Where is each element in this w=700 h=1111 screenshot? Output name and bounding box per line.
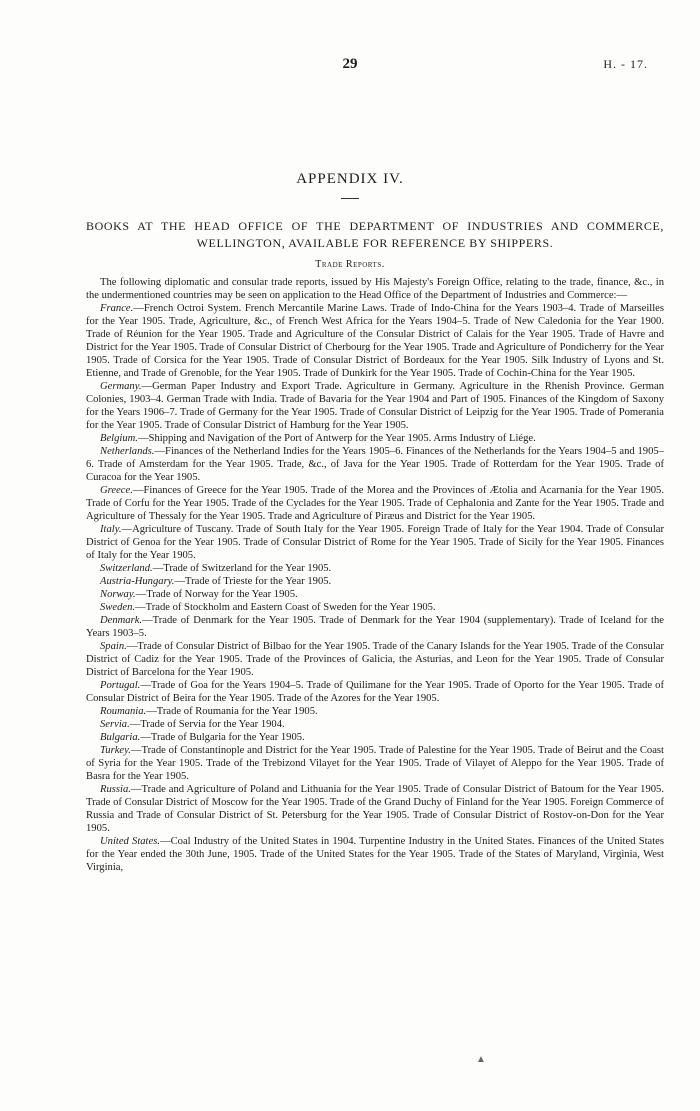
entry-text: —Finances of the Netherland Indies for the Years 1905–6. Finances of the Netherlands for the Years 1904–5 and 1905–6. Trade of Amsterdam for the Year 1905. Trade, &c., of Java for the Year 1905. Trade of Rotterdam for the Year 1905. Trade of Curacoa for the Year 1905. <box>86 446 664 483</box>
country-name: United States. <box>100 836 160 847</box>
country-name: Austria-Hungary. <box>100 576 175 587</box>
intro-paragraph: The following diplomatic and consular trade reports, issued by His Majesty's Foreign Office, relating to the trade, finance, &c., in the undermentioned countries may be seen on application to the Head Office of the Department of Industries and Commerce:— <box>86 277 664 301</box>
entries-list <box>86 302 664 874</box>
country-name: France. <box>100 303 134 314</box>
document-code: H. - 17. <box>603 57 648 71</box>
report-entry <box>86 783 664 835</box>
entry-text: —Trade and Agriculture of Poland and Lithuania for the Year 1905. Trade of Consular District of Batoum for the Year 1905. Trade of Consular District of Moscow for the Year 1905. Trade of the Grand Duchy of Finland for the Year 1905. Foreign Commerce of Russia and Trade of Consular District of St. Petersburg for the Year 1905. Trade of Consular District of Rostov-on-Don for the Year 1905. <box>86 784 664 834</box>
entry-text: —Trade of Roumania for the Year 1905. <box>146 706 318 717</box>
report-entry <box>86 445 664 484</box>
appendix-title: APPENDIX IV. <box>296 171 404 187</box>
entry-text: —Agriculture of Tuscany. Trade of South Italy for the Year 1905. Foreign Trade of Italy for the Year 1904. Trade of Consular District of Genoa for the Year 1905. Trade of Consular District of Rome for the Year 1905. Trade of Sicily for the Year 1905. Finances of Italy for the Year 1905. <box>86 524 664 561</box>
report-entry <box>86 679 664 705</box>
report-entry <box>86 484 664 523</box>
report-entry <box>86 432 664 445</box>
country-name: Sweden. <box>100 602 136 613</box>
entry-text: —Trade of Denmark for the Year 1905. Trade of Denmark for the Year 1904 (supplementary). Trade of Iceland for the Years 1903–5. <box>86 615 664 639</box>
country-name: Bulgaria. <box>100 732 141 743</box>
entry-text: —Coal Industry of the United States in 1904. Turpentine Industry in the United States. Finances of the United States for the Year ended the 30th June, 1905. Trade of the United States for the Year 1905. Trade of the States of Maryland, Virginia, West Virginia, <box>86 836 664 873</box>
country-name: Germany. <box>100 381 142 392</box>
entry-text: —Trade of Trieste for the Year 1905. <box>174 576 332 587</box>
country-name: Portugal. <box>100 680 141 691</box>
report-entry <box>86 380 664 432</box>
country-name: Greece. <box>100 485 133 496</box>
country-name: Belgium. <box>100 433 138 444</box>
report-entry <box>86 562 664 575</box>
report-entry <box>86 835 664 874</box>
report-entry <box>86 731 664 744</box>
report-entry <box>86 575 664 588</box>
country-name: Denmark. <box>100 615 143 626</box>
country-name: Switzerland. <box>100 563 153 574</box>
country-name: Spain. <box>100 641 127 652</box>
report-entry <box>86 302 664 380</box>
country-name: Turkey. <box>100 745 131 756</box>
page-number: 29 <box>342 56 358 72</box>
entry-text: —Trade of Stockholm and Eastern Coast of Sweden for the Year 1905. <box>135 602 436 613</box>
entry-text: —Finances of Greece for the Year 1905. Trade of the Morea and the Provinces of Ætolia and Acarnania for the Year 1905. Trade of Corfu for the Year 1905. Trade of the Cyclades for the Year 1905. Trade of Cephalonia and Zante for the Year 1905. Trade and Agriculture of Thessaly for the Year 1905. Trade and Agriculture of Piræus and District for the Year 1905. <box>86 485 664 522</box>
main-heading: BOOKS AT THE HEAD OFFICE OF THE DEPARTMENT OF INDUSTRIES AND COMMERCE, WELLINGTON, AVAILABLE FOR REFERENCE BY SHIPPERS. <box>86 219 664 250</box>
report-entry <box>86 588 664 601</box>
section-title: Trade Reports. <box>315 259 385 270</box>
country-name: Roumania. <box>100 706 147 717</box>
report-list <box>86 276 664 874</box>
report-entry <box>86 718 664 731</box>
entry-text: —German Paper Industry and Export Trade. Agriculture in Germany. Agriculture in the Rhenish Province. German Colonies, 1903–4. German Trade with India. Trade of Bavaria for the Year 1904 and Part of 1905. Finances of the Kingdom of Saxony for the Years 1906–7. Trade of Germany for the Year 1905. Trade of Consular District of Leipzig for the Year 1905. Trade of Pomerania for the Year 1905. Trade of Consular District of Hamburg for the Year 1905. <box>86 381 664 431</box>
entry-text: —Trade of Constantinople and District for the Year 1905. Trade of Palestine for the Year 1905. Trade of Beirut and the Coast of Syria for the Year 1905. Trade of the Trebizond Vilayet for the Year 1905. Trade of Vilayet of Aleppo for the Year 1905. Trade of Basra for the Year 1905. <box>86 745 664 782</box>
page-mark: ▲ <box>476 1054 486 1065</box>
entry-text: —French Octroi System. French Mercantile Marine Laws. Trade of Indo-China for the Years 1903–4. Trade of Marseilles for the Year 1905. Trade, Agriculture, &c., of French West Africa for the Years 1904–5. Trade of New Caledonia for the Year 1900. Trade of Réunion for the Year 1905. Trade and Agriculture of the Consular District of Calais for the Year 1905. Trade of Havre and District for the Year 1905. Trade of Consular District of Cherbourg for the Year 1905. Trade and Agriculture of Pondicherry for the Year 1905. Trade of Corsica for the Year 1905. Trade of Consular District of Bordeaux for the Year 1905. Silk Industry of Lyons and St. Etienne, and Trade of Grenoble, for the Year 1905. Trade of Dunkirk for the Year 1905. Trade of Cochin-China for the Year 1905. <box>86 303 664 379</box>
entry-text: —Trade of Switzerland for the Year 1905. <box>152 563 332 574</box>
report-entry <box>86 640 664 679</box>
country-name: Italy. <box>100 524 122 535</box>
report-entry <box>86 614 664 640</box>
entry-text: —Trade of Bulgaria for the Year 1905. <box>140 732 305 743</box>
country-name: Servia. <box>100 719 130 730</box>
report-entry <box>86 523 664 562</box>
country-name: Norway. <box>100 589 136 600</box>
title-rule <box>341 198 359 199</box>
report-entry <box>86 744 664 783</box>
entry-text: —Shipping and Navigation of the Port of Antwerp for the Year 1905. Arms Industry of Liége. <box>137 433 536 444</box>
entry-text: —Trade of Goa for the Years 1904–5. Trade of Quilimane for the Year 1905. Trade of Oporto for the Year 1905. Trade of Consular District of Beira for the Year 1905. Trade of the Azores for the Year 1905. <box>86 680 664 704</box>
country-name: Netherlands. <box>100 446 155 457</box>
entry-text: —Trade of Norway for the Year 1905. <box>135 589 298 600</box>
report-entry <box>86 705 664 718</box>
report-entry <box>86 601 664 614</box>
country-name: Russia. <box>100 784 131 795</box>
entry-text: —Trade of Consular District of Bilbao for the Year 1905. Trade of the Canary Islands for the Year 1905. Trade of the Consular District of Cadiz for the Year 1905. Trade of the Provinces of Galicia, the Asturias, and Leon for the Year 1905. Trade of Consular District of Barcelona for the Year 1905. <box>86 641 664 678</box>
entry-text: —Trade of Servia for the Year 1904. <box>129 719 285 730</box>
